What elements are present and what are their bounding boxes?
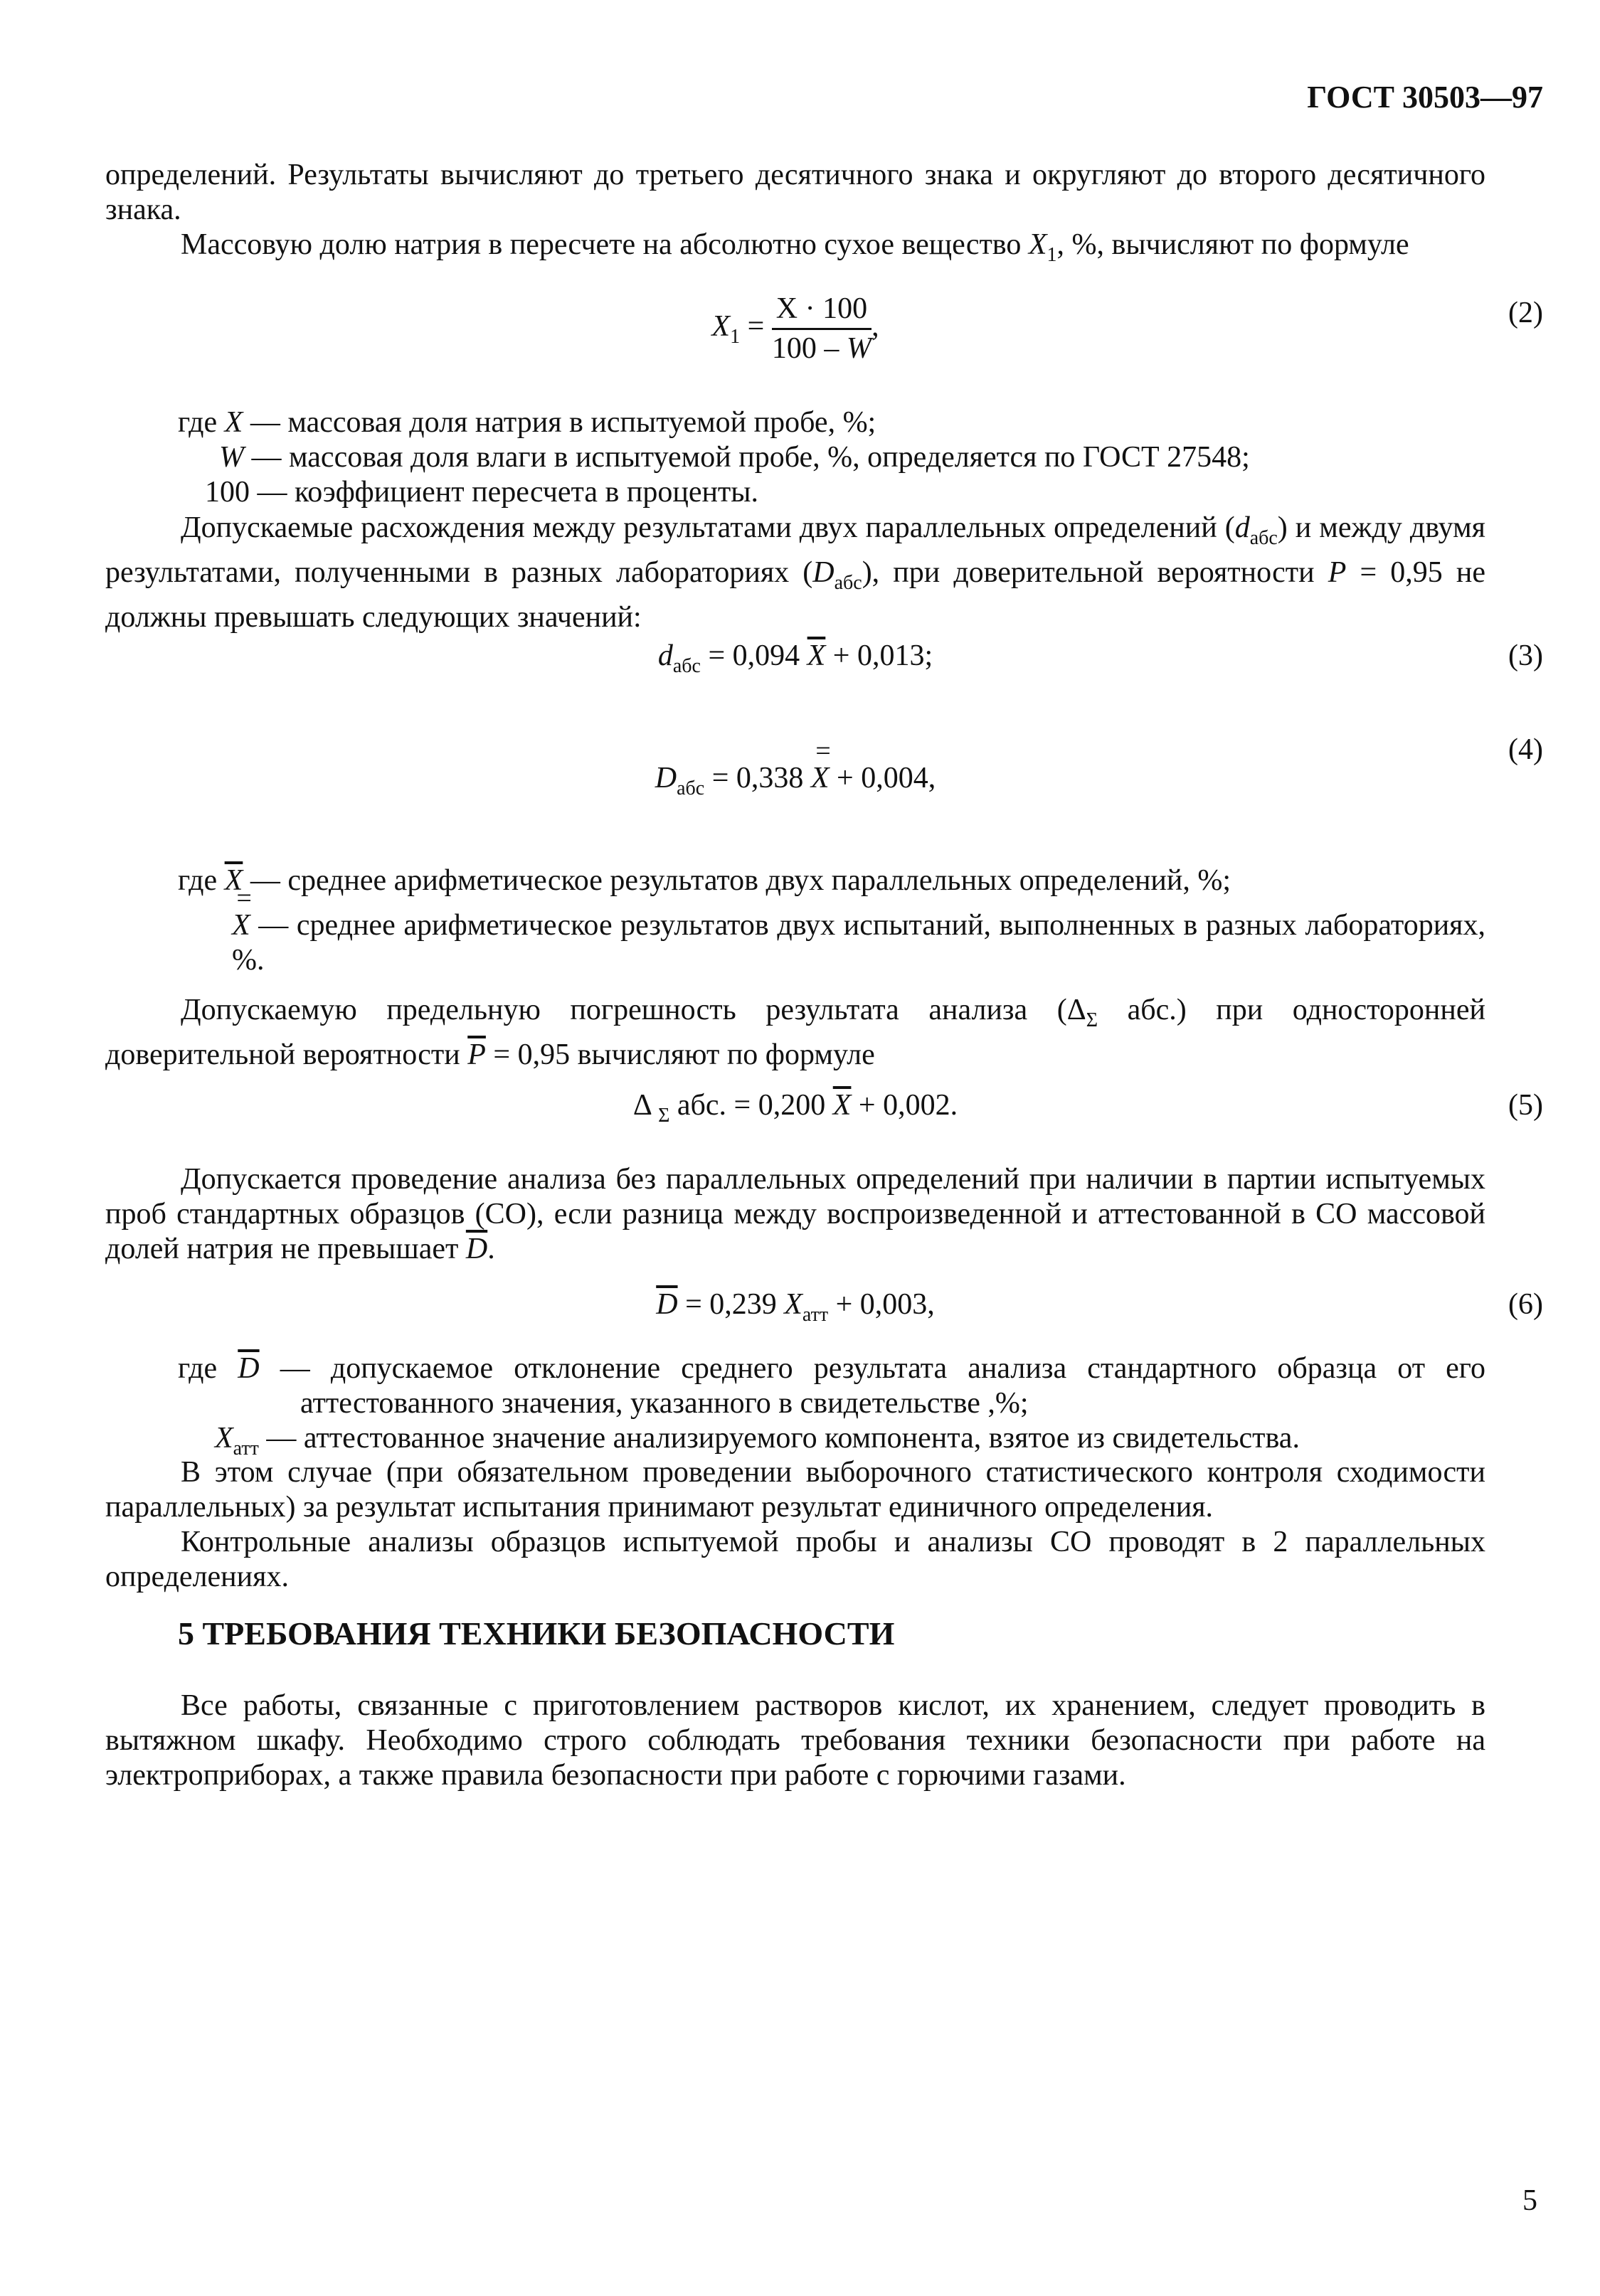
formula-lhs: d: [657, 639, 673, 672]
subscript: абс: [1249, 527, 1278, 549]
where-item: [178, 908, 1485, 978]
text: абс.) при односторонней доверительной вероятности: [105, 994, 1485, 1071]
text: где: [178, 864, 225, 897]
symbol-x-double-mean: = X: [811, 761, 830, 796]
where-list-2: [178, 863, 1485, 978]
fraction: [772, 292, 871, 366]
formula-number-3: (3): [1508, 639, 1543, 672]
text: где: [178, 1352, 238, 1385]
text: ,: [871, 310, 879, 344]
symbol: 100: [205, 476, 250, 509]
subscript: 1: [730, 326, 741, 349]
symbol-x-mean: $\overline{X}$: [832, 1089, 852, 1122]
paragraph-selective-control: В этом случае (при обязательном проведении выборочного статистического контроля сходимости параллельных) за результат испытания принимают результат единичного определения.: [105, 1456, 1485, 1524]
text: = 0,95 не должны превышать следующих значений:: [105, 556, 1486, 634]
text: — массовая доля влаги в испытуемой пробе, %, определяется по ГОСТ 27548;: [244, 441, 1250, 474]
text: + 0,013;: [825, 639, 933, 672]
text: + 0,004,: [829, 762, 936, 794]
formula-2: [105, 292, 1485, 366]
where-list-3: [178, 1351, 1485, 1466]
subscript: атт: [802, 1304, 829, 1326]
formula-4: [105, 761, 1485, 806]
symbol: X: [784, 1288, 802, 1321]
text: — допускаемое отклонение среднего результата анализа стандартного образца от его аттестованного значения, указанного в свидетельстве ,%;: [259, 1352, 1485, 1420]
paragraph-tolerances: [105, 511, 1485, 635]
text: ) и между двумя результатами, полученными в разных лабораториях (: [105, 511, 1485, 589]
subscript: Σ: [658, 1105, 670, 1127]
section-heading: 5 ТРЕБОВАНИЯ ТЕХНИКИ БЕЗОПАСНОСТИ: [178, 1615, 895, 1652]
text: — среднее арифметическое результатов двух параллельных определений, %;: [243, 864, 1231, 897]
formula-number-2: (2): [1508, 297, 1543, 329]
subscript: абс: [677, 777, 705, 799]
text: Массовую долю натрия в пересчете на абсолютно сухое вещество: [181, 228, 1022, 261]
text: Допускаемые расхождения между результатами двух параллельных определений (: [181, 511, 1235, 544]
paragraph-control-analyses: Контрольные анализы образцов испытуемой пробы и анализы СО проводят в 2 параллельных определениях.: [105, 1526, 1485, 1593]
text: Δ: [632, 1089, 659, 1122]
text: где: [178, 406, 225, 439]
text: Допускается проведение анализа без параллельных определений при наличии в партии испытуемых проб стандартных образцов (СО), если разница между воспроизведенной и аттестованной в СО массовой долей натрия не превышает: [105, 1163, 1485, 1265]
formula-lhs: $\overline{D}$: [656, 1288, 678, 1321]
formula-lhs: D: [655, 762, 677, 794]
text: абс. = 0,200: [669, 1089, 833, 1122]
formula-6: [105, 1287, 1485, 1332]
formula-number-6: (6): [1508, 1288, 1543, 1321]
symbol-x-mean: $\overline{X}$: [224, 864, 243, 897]
formula-lhs: X: [711, 310, 731, 344]
subscript: атт: [233, 1437, 259, 1460]
subscript: абс: [834, 572, 862, 594]
where-item: [178, 475, 1485, 510]
paragraph-sodium-fraction: [105, 228, 1485, 272]
variable-x: X: [1028, 228, 1047, 261]
paragraph-safety: Все работы, связанные с приготовлением растворов кислот, их хранением, следует проводить в вытяжном шкафу. Необходимо строго соблюдать требования техники безопасности при работе на электроприборах, а также правила безопасности при работе с горючими газами.: [105, 1689, 1485, 1792]
standard-header: ГОСТ 30503—97: [1307, 80, 1543, 115]
formula-number-5: (5): [1508, 1089, 1543, 1122]
text: — среднее арифметическое результатов двух испытаний, выполненных в разных лабораториях, %.: [232, 909, 1485, 977]
symbol: $\overline{D}$: [238, 1352, 260, 1385]
fraction-numerator: X · 100: [772, 292, 871, 330]
equals-sign: =: [740, 310, 772, 344]
formula-number-4: (4): [1508, 733, 1543, 766]
where-item: [178, 440, 1485, 475]
symbol: W: [219, 441, 244, 474]
where-item: [178, 863, 1485, 898]
subscript: Σ: [1086, 1009, 1098, 1031]
text: ), при доверительной вероятности: [862, 556, 1315, 589]
symbol: X: [224, 406, 243, 439]
text: + 0,003,: [828, 1288, 935, 1321]
text: 100 –: [771, 332, 847, 365]
where-item: [178, 1351, 1485, 1421]
text: = 0,094: [700, 639, 807, 672]
paragraph-results-rounding: определений. Результаты вычисляют до третьего десятичного знака и округляют до второго десятичного знака.: [105, 159, 1485, 226]
text: .: [487, 1233, 495, 1265]
paragraph-error-limit: [105, 993, 1485, 1073]
symbol: P: [1328, 556, 1347, 589]
text: = 0,239: [677, 1288, 785, 1321]
symbol: d: [1234, 511, 1250, 544]
formula-5: [105, 1088, 1485, 1133]
where-list-1: [178, 405, 1485, 510]
text: — аттестованное значение анализируемого компонента, взятое из свидетельства.: [258, 1422, 1300, 1455]
symbol: $\overline{P}$: [467, 1038, 486, 1071]
variable-w: W: [846, 332, 871, 365]
text: + 0,002.: [851, 1089, 958, 1122]
subscript: 1: [1047, 244, 1057, 266]
page-number: 5: [1522, 2184, 1537, 2217]
text: — массовая доля натрия в испытуемой пробе, %;: [243, 406, 876, 439]
text: , %, вычисляют по формуле: [1056, 228, 1409, 261]
symbol-x-double-mean: = X: [232, 908, 250, 943]
symbol: X: [215, 1422, 233, 1455]
formula-3: [105, 639, 1485, 684]
symbol: $\overline{D}$: [465, 1233, 488, 1265]
fraction-denominator: [772, 330, 871, 366]
symbol-x-mean: $\overline{X}$: [807, 639, 826, 672]
where-item: [178, 405, 1485, 440]
subscript: абс: [672, 655, 701, 677]
text: = 0,95 вычисляют по формуле: [485, 1038, 875, 1071]
symbol: D: [812, 556, 835, 589]
paragraph-single-determination: [105, 1162, 1485, 1267]
text: Допускаемую предельную погрешность результата анализа (Δ: [181, 994, 1086, 1026]
text: — коэффициент пересчета в проценты.: [250, 476, 759, 509]
text: = 0,338: [704, 762, 811, 794]
